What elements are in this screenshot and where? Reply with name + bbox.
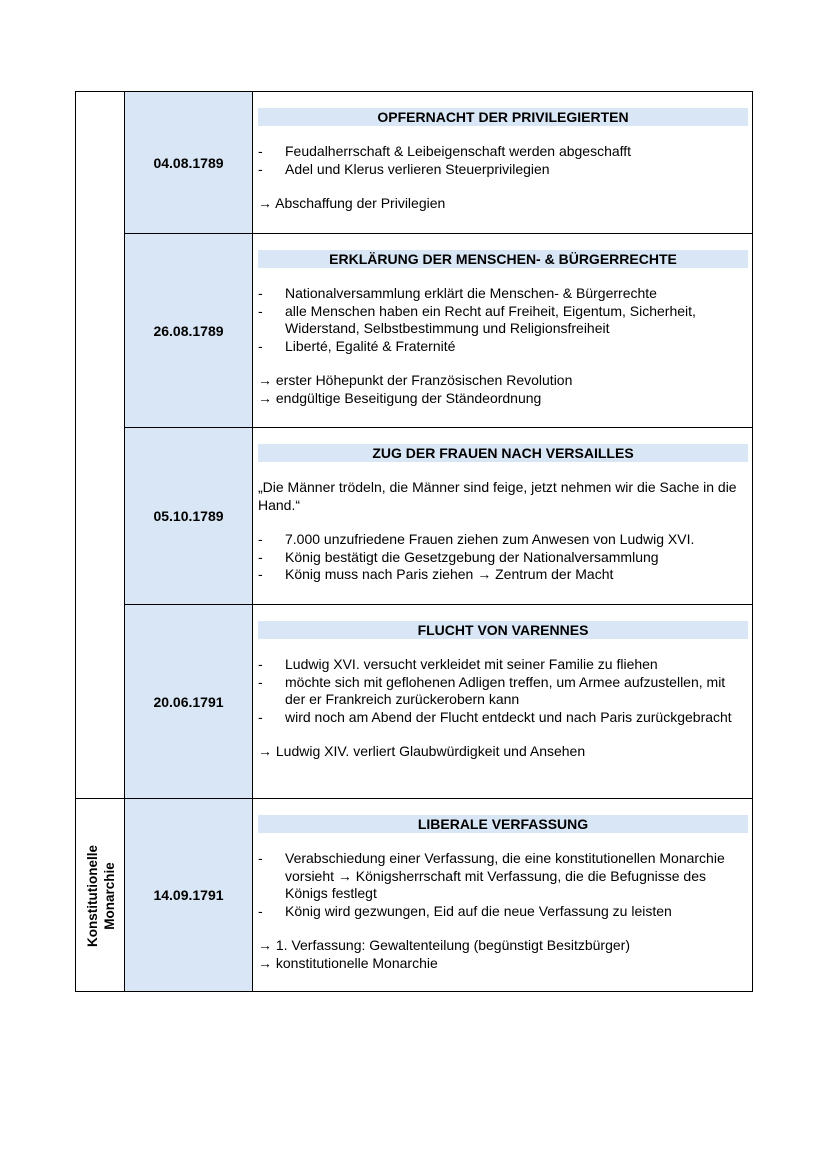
bullet-item: - Liberté, Egalité & Fraternité — [258, 338, 748, 356]
date-cell: 14.09.1791 — [125, 799, 253, 991]
event-heading: ZUG DER FRAUEN NACH VERSAILLES — [258, 444, 748, 462]
bullet-item: - Ludwig XVI. versucht verkleidet mit seiner Familie zu fliehen — [258, 656, 748, 674]
bullet-list — [258, 656, 748, 726]
table-row — [125, 604, 753, 798]
table-row — [125, 92, 753, 233]
date-cell: 04.08.1789 — [125, 92, 253, 233]
bullet-item: - Nationalversammlung erklärt die Menschen- & Bürgerrechte — [258, 285, 748, 303]
table-row — [125, 233, 753, 427]
result-line: → Abschaffung der Privilegien — [258, 195, 446, 211]
bullet-item: - 7.000 unzufriedene Frauen ziehen zum Anwesen von Ludwig XVI. — [258, 531, 748, 549]
quote-text: „Die Männer trödeln, die Männer sind feige, jetzt nehmen wir die Sache in die Hand.“ — [258, 479, 737, 513]
section-label-line2: Monarchie — [101, 861, 117, 930]
bullet-item: - möchte sich mit geflohenen Adligen treffen, um Armee aufzustellen, mit der er Frankreich zurückerobern kann — [258, 674, 748, 709]
section-label — [76, 799, 125, 992]
bullet-item: - Adel und Klerus verlieren Steuerprivilegien — [258, 161, 748, 179]
content-cell — [258, 250, 748, 407]
table-row — [125, 427, 753, 604]
table-row — [125, 798, 753, 991]
date-cell: 26.08.1789 — [125, 234, 253, 427]
bullet-item: - Verabschiedung einer Verfassung, die eine konstitutionellen Monarchie vorsieht → Königsherrschaft mit Verfassung, die die Befugnisse des Königs festlegt — [258, 850, 748, 903]
event-heading: LIBERALE VERFASSUNG — [258, 815, 748, 833]
content-cell — [258, 444, 748, 584]
bullet-item: - König bestätigt die Gesetzgebung der Nationalversammlung — [258, 549, 748, 567]
timeline-table — [75, 91, 753, 992]
content-cell — [258, 108, 748, 213]
bullet-item: - König wird gezwungen, Eid auf die neue Verfassung zu leisten — [258, 903, 748, 921]
result-line: → erster Höhepunkt der Französischen Revolution — [258, 372, 573, 388]
event-heading: FLUCHT VON VARENNES — [258, 621, 748, 639]
bullet-list — [258, 143, 748, 178]
result-line: → 1. Verfassung: Gewaltenteilung (begünstigt Besitzbürger) — [258, 937, 630, 953]
event-heading: ERKLÄRUNG DER MENSCHEN- & BÜRGERRECHTE — [258, 250, 748, 268]
bullet-list — [258, 285, 748, 355]
result-line: → konstitutionelle Monarchie — [258, 954, 438, 971]
bullet-item: - wird noch am Abend der Flucht entdeckt und nach Paris zurückgebracht — [258, 709, 748, 727]
date-cell: 20.06.1791 — [125, 605, 253, 798]
bullet-item: - Feudalherrschaft & Leibeigenschaft werden abgeschafft — [258, 143, 748, 161]
event-heading: OPFERNACHT DER PRIVILEGIERTEN — [258, 108, 748, 126]
bullet-item: - alle Menschen haben ein Recht auf Freiheit, Eigentum, Sicherheit, Widerstand, Selbstbestimmung und Religionsfreiheit — [258, 303, 748, 338]
date-cell: 05.10.1789 — [125, 428, 253, 604]
result-line: → Ludwig XIV. verliert Glaubwürdigkeit und Ansehen — [258, 743, 586, 759]
content-cell — [258, 815, 748, 972]
section-label-line1: Konstitutionelle — [84, 844, 100, 947]
bullet-list — [258, 850, 748, 920]
bullet-list — [258, 531, 748, 584]
content-cell — [258, 621, 748, 761]
bullet-item: - König muss nach Paris ziehen → Zentrum der Macht — [258, 566, 748, 584]
result-line: → endgültige Beseitigung der Ständeordnung — [258, 389, 542, 406]
